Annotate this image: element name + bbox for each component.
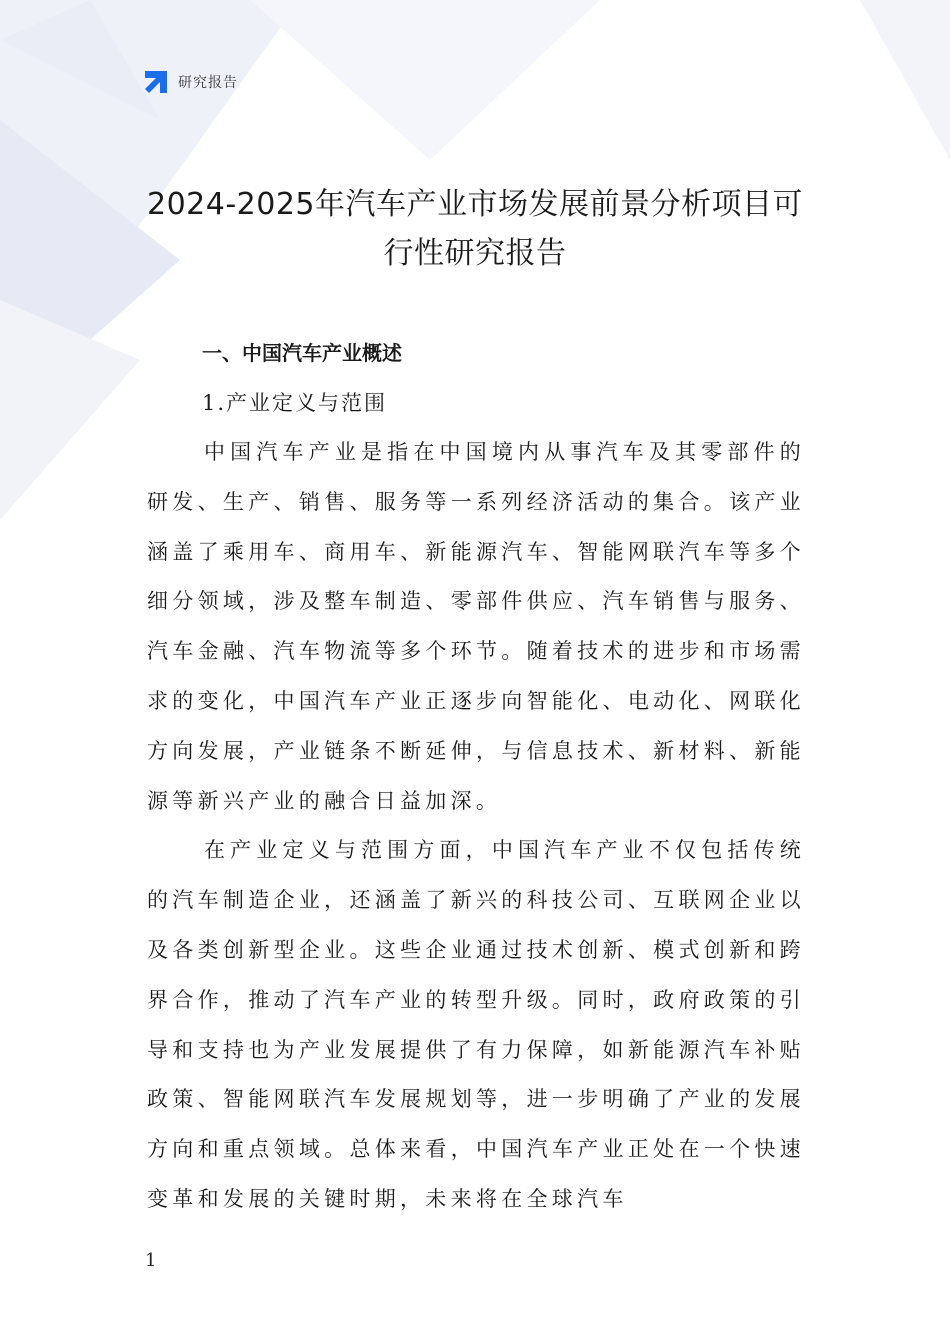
body-paragraph: 在产业定义与范围方面，中国汽车产业不仅包括传统的汽车制造企业，还涵盖了新兴的科技公司、互联网企业以及各类创新型企业。这些企业通过技术创新、模式创新和跨界合作，推动了汽车产业的转型升级。同时，政府政策的引导和支持也为产业发展提供了有力保障，如新能源汽车补贴政策、智能网联汽车发展规划等，进一步明确了产业的发展方向和重点领域。总体来看，中国汽车产业正处在一个快速变革和发展的关键时期，未来将在全球汽车 [147,838,805,1211]
document-body [147,328,805,1225]
document-title [140,180,810,278]
section-heading: 一、中国汽车产业概述 [202,341,402,365]
title-line-1: 2024-2025年汽车产业市场发展前景分析项目可 [146,187,804,222]
report-header [143,68,238,96]
title-line-2: 行性研究报告 [383,236,567,271]
header-label: 研究报告 [178,75,238,91]
arrow-up-right-icon [143,69,169,95]
body-paragraph: 中国汽车产业是指在中国境内从事汽车及其零部件的研发、生产、销售、服务等一系列经济活动的集合。该产业涵盖了乘用车、商用车、新能源汽车、智能网联汽车等多个细分领域，涉及整车制造、零部件供应、汽车销售与服务、汽车金融、汽车物流等多个环节。随着技术的进步和市场需求的变化，中国汽车产业正逐步向智能化、电动化、网联化方向发展，产业链条不断延伸，与信息技术、新材料、新能源等新兴产业的融合日益加深。 [147,440,805,813]
page-number: 1 [145,1250,157,1271]
subsection-heading: 1.产业定义与范围 [202,391,388,415]
